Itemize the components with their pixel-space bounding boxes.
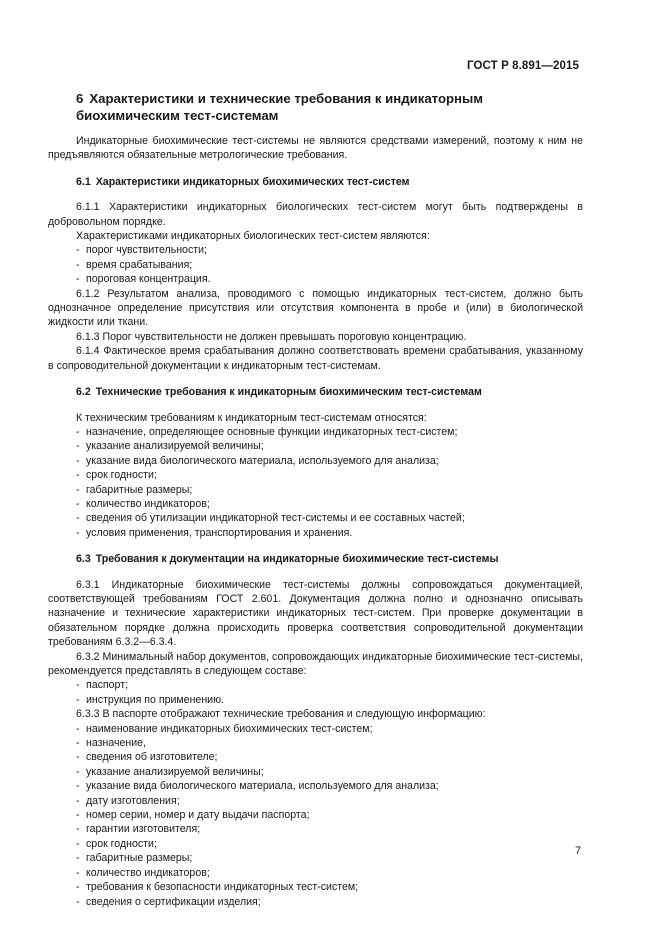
subsection-6-1-title <box>48 175 583 189</box>
list-item <box>48 866 583 880</box>
list-item-text: сведения о сертификации изделия; <box>86 895 261 908</box>
list-item-text: инструкция по применению. <box>86 693 224 706</box>
dash-bullet: - <box>76 737 80 750</box>
dash-bullet: - <box>76 895 80 908</box>
list-item <box>48 693 583 707</box>
dash-bullet: - <box>76 512 80 525</box>
dash-bullet: - <box>76 425 80 438</box>
list-item <box>48 736 583 750</box>
list-item-text: номер серии, номер и дату выдачи паспорта; <box>86 809 310 822</box>
list-item <box>48 497 583 511</box>
dash-bullet: - <box>76 497 80 510</box>
list-item-text: порог чувствительности; <box>86 244 207 257</box>
paragraph-6-3-2: 6.3.2 Минимальный набор документов, сопровождающих индикаторные биохимические тест-системы, рекомендуется представлять в следующем составе: <box>48 650 583 677</box>
list-item-text: срок годности; <box>86 469 157 482</box>
list-item <box>48 511 583 525</box>
dash-bullet: - <box>76 722 80 735</box>
list-item-text: указание анализируемой величины; <box>86 765 264 778</box>
list-item-text: назначение, определяющее основные функции индикаторных тест-систем; <box>86 425 458 438</box>
list-item <box>48 765 583 779</box>
dash-bullet: - <box>76 881 80 894</box>
list-item <box>48 454 583 468</box>
list-item <box>48 808 583 822</box>
list-item <box>48 258 583 272</box>
paragraph-6-1-1: 6.1.1 Характеристики индикаторных биологических тест-систем могут быть подтверждены в добровольном порядке. <box>48 201 583 228</box>
dash-bullet: - <box>76 837 80 850</box>
list-item <box>48 425 583 439</box>
list-item <box>48 243 583 257</box>
list-item-text: сведения об утилизации индикаторной тест-системы и ее составных частей; <box>86 512 465 525</box>
list-6-3-2 <box>48 678 583 707</box>
list-item-text: требования к безопасности индикаторных тест-систем; <box>86 881 359 894</box>
dash-bullet: - <box>76 751 80 764</box>
list-item <box>48 272 583 286</box>
list-item <box>48 722 583 736</box>
list-item-text: указание анализируемой величины; <box>86 440 264 453</box>
list-item <box>48 439 583 453</box>
dash-bullet: - <box>76 244 80 257</box>
list-item-text: назначение, <box>86 737 147 750</box>
subsection-number: 6.2 <box>76 386 91 399</box>
list-item-text: гарантии изготовителя; <box>86 823 201 836</box>
subsection-title-text: Характеристики индикаторных биохимических тест-систем <box>95 175 410 188</box>
list-item <box>48 880 583 894</box>
list-6-1 <box>48 243 583 286</box>
list-item-text: количество индикаторов; <box>86 866 210 879</box>
list-item-text: указание вида биологического материала, используемого для анализа; <box>86 780 439 793</box>
subsection-title-text: Технические требования к индикаторным биохимическим тест-системам <box>95 386 482 399</box>
list-item-text: время срабатывания; <box>86 258 193 271</box>
paragraph-6-3-3: 6.3.3 В паспорте отображают технические требования и следующую информацию: <box>76 708 486 721</box>
subsection-number: 6.3 <box>76 553 91 566</box>
list-item <box>48 750 583 764</box>
dash-bullet: - <box>76 273 80 286</box>
subsection-6-3-title <box>48 552 583 566</box>
dash-bullet: - <box>76 526 80 539</box>
paragraph-6-2-lead: К техническим требованиям к индикаторным тест-системам относятся: <box>76 411 427 424</box>
list-6-2 <box>48 425 583 540</box>
section-number: 6 <box>76 91 84 106</box>
list-item <box>48 851 583 865</box>
list-item-text: срок годности; <box>86 837 157 850</box>
standard-number: ГОСТ Р 8.891—2015 <box>467 60 579 72</box>
list-item-text: габаритные размеры; <box>86 483 193 496</box>
dash-bullet: - <box>76 809 80 822</box>
page-content <box>48 91 583 909</box>
subsection-6-2-title <box>48 385 583 399</box>
list-item <box>48 837 583 851</box>
list-item <box>48 678 583 692</box>
dash-bullet: - <box>76 823 80 836</box>
dash-bullet: - <box>76 258 80 271</box>
list-item <box>48 468 583 482</box>
list-item-text: наименование индикаторных биохимических тест-систем; <box>86 722 373 735</box>
list-item <box>48 483 583 497</box>
list-item <box>48 779 583 793</box>
list-item <box>48 526 583 540</box>
list-item-text: указание вида биологического материала, используемого для анализа; <box>86 454 439 467</box>
page-number: 7 <box>575 845 581 857</box>
dash-bullet: - <box>76 852 80 865</box>
section-intro: Индикаторные биохимические тест-системы не являются средствами измерений, поэтому к ним не предъявляются обязательные метрологические требования. <box>48 135 583 162</box>
list-item-text: габаритные размеры; <box>86 852 193 865</box>
list-item <box>48 822 583 836</box>
list-item-text: количество индикаторов; <box>86 497 210 510</box>
list-item-text: дату изготовления; <box>86 794 180 807</box>
dash-bullet: - <box>76 866 80 879</box>
dash-bullet: - <box>76 679 80 692</box>
list-item-text: сведения об изготовителе; <box>86 751 218 764</box>
section-title-text: Характеристики и технические требования к индикаторным биохимическим тест-системам <box>76 91 484 123</box>
section-title <box>48 91 583 124</box>
list-item <box>48 895 583 909</box>
dash-bullet: - <box>76 794 80 807</box>
paragraph-6-1-3: 6.1.3 Порог чувствительности не должен превышать пороговую концентрацию. <box>76 330 467 343</box>
dash-bullet: - <box>76 693 80 706</box>
subsection-title-text: Требования к документации на индикаторные биохимические тест-системы <box>95 553 499 566</box>
subsection-number: 6.1 <box>76 175 91 188</box>
list-item-text: паспорт; <box>86 679 129 692</box>
dash-bullet: - <box>76 469 80 482</box>
dash-bullet: - <box>76 780 80 793</box>
list-item-text: пороговая концентрация. <box>86 273 211 286</box>
paragraph-6-1-lead: Характеристиками индикаторных биологических тест-систем являются: <box>76 230 430 243</box>
dash-bullet: - <box>76 765 80 778</box>
paragraph-6-1-4: 6.1.4 Фактическое время срабатывания должно соответствовать времени срабатывания, указанному в сопроводительной документации к индикаторным тест-системам. <box>48 345 583 372</box>
dash-bullet: - <box>76 454 80 467</box>
list-item <box>48 794 583 808</box>
dash-bullet: - <box>76 440 80 453</box>
dash-bullet: - <box>76 483 80 496</box>
paragraph-6-3-1: 6.3.1 Индикаторные биохимические тест-системы должны сопровождаться документацией, соответствующей требованиям ГОСТ 2.601. Документация должна полно и однозначно описывать назначение и технические характеристики индикаторных тест-систем. При проверке документации в обязательном порядке должна происходить проверка соответствия сопроводительной документации требованиям 6.3.2—6.3.4. <box>48 578 583 649</box>
list-6-3-3 <box>48 722 583 909</box>
paragraph-6-1-2: 6.1.2 Результатом анализа, проводимого с помощью индикаторных тест-систем, должно быть однозначное определение присутствия или отсутствия компонента в пробе и (или) в биологической жидкости или ткани. <box>48 287 583 329</box>
list-item-text: условия применения, транспортирования и хранения. <box>86 526 353 539</box>
